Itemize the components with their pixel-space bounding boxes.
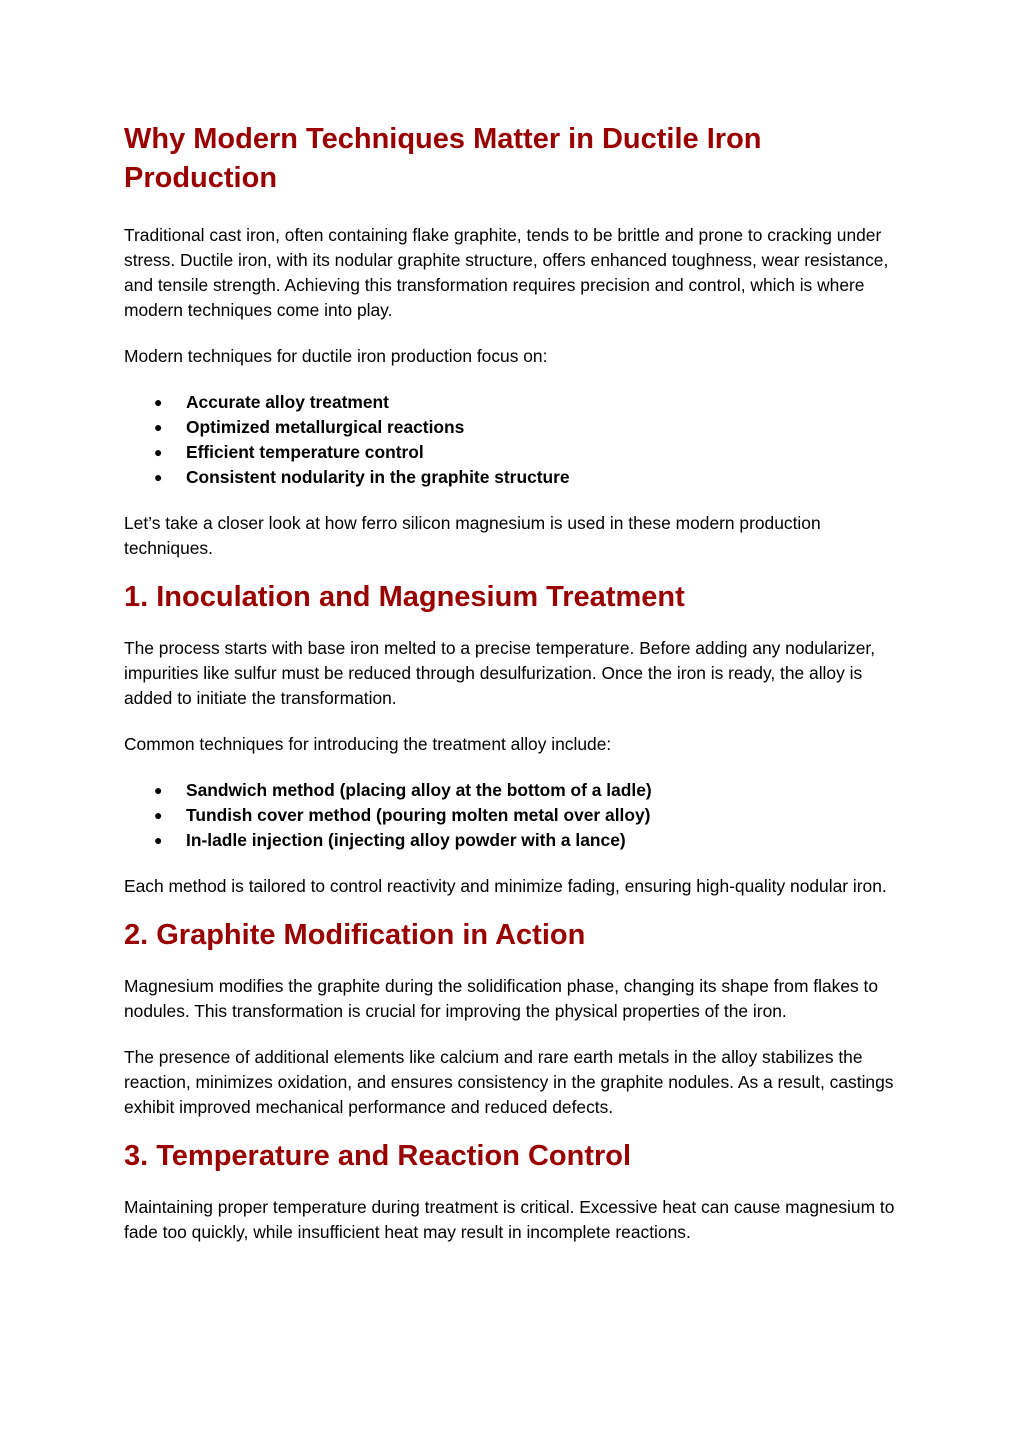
- bullet-icon: ●: [154, 419, 163, 435]
- document-title: Why Modern Techniques Matter in Ductile Iron Production: [124, 123, 762, 194]
- list-item: [124, 465, 900, 490]
- list-item-text: Accurate alloy treatment: [186, 392, 389, 412]
- section-1-paragraph-1: The process starts with base iron melted to a precise temperature. Before adding any nodularizer, impurities like sulfur must be reduced through desulfurization. Once the iron is ready, the alloy is added to initiate the transformation.: [124, 638, 876, 708]
- list-item-text: Tundish cover method (pouring molten metal over alloy): [186, 805, 651, 825]
- bullet-icon: ●: [154, 782, 163, 798]
- bullet-icon: ●: [154, 394, 163, 410]
- section-1-paragraph-2: Common techniques for introducing the treatment alloy include:: [124, 734, 612, 754]
- list-item-text: Sandwich method (placing alloy at the bottom of a ladle): [186, 780, 652, 800]
- intro-paragraph-1: Traditional cast iron, often containing flake graphite, tends to be brittle and prone to cracking under stress. Ductile iron, with its nodular graphite structure, offers enhanced toughness, wear resistance, and tensile strength. Achieving this transformation requires precision and control, which is where modern techniques come into play.: [124, 225, 889, 320]
- intro-paragraph-2: Modern techniques for ductile iron production focus on:: [124, 346, 548, 366]
- bullet-icon: ●: [154, 832, 163, 848]
- list-item: [124, 390, 900, 415]
- bullet-icon: ●: [154, 444, 163, 460]
- list-item: [124, 828, 900, 853]
- bullet-icon: ●: [154, 469, 163, 485]
- section-1-heading: 1. Inoculation and Magnesium Treatment: [124, 581, 685, 613]
- section-3-heading: 3. Temperature and Reaction Control: [124, 1140, 632, 1172]
- section-2-paragraph-2: The presence of additional elements like calcium and rare earth metals in the alloy stabilizes the reaction, minimizes oxidation, and ensures consistency in the graphite nodules. As a result, castings exhibit improved mechanical performance and reduced defects.: [124, 1047, 894, 1117]
- list-item: [124, 440, 900, 465]
- list-item-text: In-ladle injection (injecting alloy powder with a lance): [186, 830, 626, 850]
- techniques-list: [124, 778, 900, 853]
- list-item: [124, 778, 900, 803]
- bullet-icon: ●: [154, 807, 163, 823]
- list-item: [124, 803, 900, 828]
- intro-paragraph-3: Let’s take a closer look at how ferro silicon magnesium is used in these modern production techniques.: [124, 513, 821, 558]
- list-item-text: Optimized metallurgical reactions: [186, 417, 465, 437]
- section-3-paragraph-1: Maintaining proper temperature during treatment is critical. Excessive heat can cause magnesium to fade too quickly, while insufficient heat may result in incomplete reactions.: [124, 1197, 895, 1242]
- section-2-paragraph-1: Magnesium modifies the graphite during the solidification phase, changing its shape from flakes to nodules. This transformation is crucial for improving the physical properties of the iron.: [124, 976, 879, 1021]
- list-item-text: Efficient temperature control: [186, 442, 424, 462]
- focus-list: [124, 390, 900, 490]
- section-1-paragraph-3: Each method is tailored to control reactivity and minimize fading, ensuring high-quality nodular iron.: [124, 876, 887, 896]
- list-item-text: Consistent nodularity in the graphite structure: [186, 467, 570, 487]
- list-item: [124, 415, 900, 440]
- section-2-heading: 2. Graphite Modification in Action: [124, 919, 586, 951]
